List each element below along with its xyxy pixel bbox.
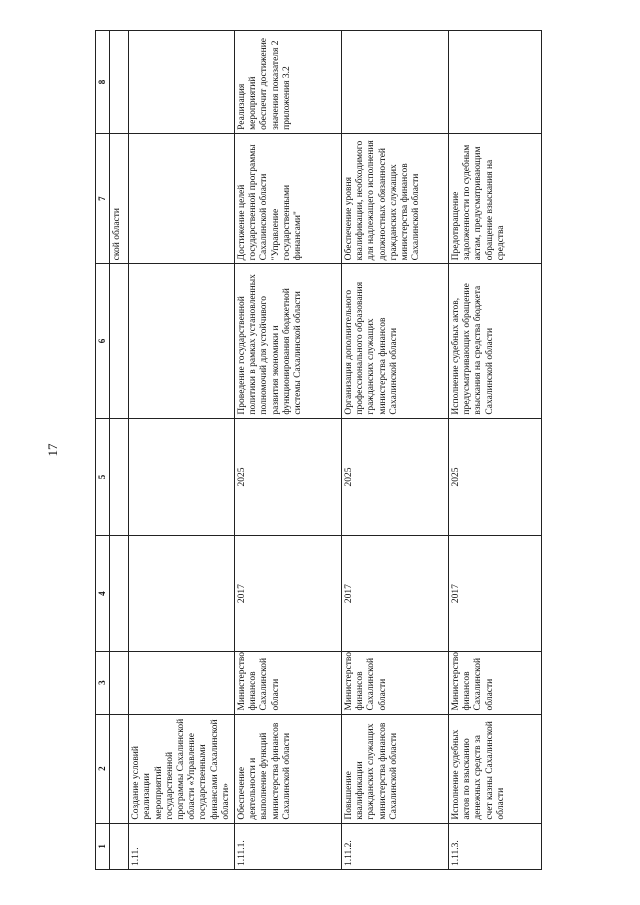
row-result: Организация дополнительного профессионального образования гражданских служащих министерства финансов Сахалинской области xyxy=(342,264,449,418)
row-consequence: Достижение целей государственной программы Сахалинской области "Управление государственными финансами" xyxy=(235,133,342,263)
header-cell: 1 xyxy=(96,823,110,869)
row-start-year xyxy=(129,536,235,651)
row-start-year: 2017 xyxy=(449,536,542,651)
row-start-year: 2017 xyxy=(235,536,342,651)
header-cell: 4 xyxy=(96,536,110,651)
row-number: 1.11.3. xyxy=(449,823,542,869)
header-cell: 3 xyxy=(96,651,110,714)
row-end-year: 2025 xyxy=(449,418,542,536)
row-consequence xyxy=(129,133,235,263)
rotated-page xyxy=(45,30,605,870)
program-table xyxy=(95,30,542,870)
table-row xyxy=(342,31,449,870)
carry-over-row xyxy=(110,31,129,870)
row-name: Обеспечение деятельности и выполнение функций министерства финансов Сахалинской области xyxy=(235,714,342,823)
row-link xyxy=(342,31,449,134)
row-name: Повышение квалификации гражданских служащих министерства финансов Сахалинской области xyxy=(342,714,449,823)
row-name: Исполнение судебных актов по взысканию денежных средств за счет казны Сахалинской области xyxy=(449,714,542,823)
table-row xyxy=(449,31,542,870)
row-start-year: 2017 xyxy=(342,536,449,651)
row-consequence: Предотвращение задолженности по судебным актам, предусматривающим обращение взыскания на средства xyxy=(449,133,542,263)
row-result: Проведение государственной политики в рамках установленных полномочий для устойчивого развития экономики и функционирования бюджетной системы Сахалинской области xyxy=(235,264,342,418)
row-link: Реализация мероприятий обеспечит достижение значения показателя 2 приложения 3.2 xyxy=(235,31,342,134)
row-executor: Министерство финансов Сахалинской области xyxy=(235,651,342,714)
row-result xyxy=(129,264,235,418)
header-cell: 2 xyxy=(96,714,110,823)
row-executor: Министерство финансов Сахалинской области xyxy=(342,651,449,714)
page-number: 17 xyxy=(45,443,60,457)
row-end-year xyxy=(129,418,235,536)
header-cell: 8 xyxy=(96,31,110,134)
table-cell xyxy=(110,31,129,134)
header-cell: 5 xyxy=(96,418,110,536)
row-result: Исполнение судебных актов, предусматривающих обращение взыскания на средства бюджета Сахалинской области xyxy=(449,264,542,418)
table-cell xyxy=(110,823,129,869)
table-cell xyxy=(110,651,129,714)
header-row xyxy=(96,31,110,870)
table-cell xyxy=(110,714,129,823)
row-executor: Министерство финансов Сахалинской области xyxy=(449,651,542,714)
header-cell: 7 xyxy=(96,133,110,263)
table-cell xyxy=(110,536,129,651)
row-number: 1.11. xyxy=(129,823,235,869)
row-number: 1.11.1. xyxy=(235,823,342,869)
row-end-year: 2025 xyxy=(235,418,342,536)
row-number: 1.11.2. xyxy=(342,823,449,869)
row-end-year: 2025 xyxy=(342,418,449,536)
row-consequence: Обеспечение уровня квалификации, необходимого для надлежащего исполнения должностных обязанностей гражданских служащих министерства финансов Сахалинской области xyxy=(342,133,449,263)
row-link xyxy=(449,31,542,134)
table-row xyxy=(129,31,235,870)
row-name: Создание условий реализации мероприятий государственной программы Сахалинской области «Управление государственными финансами Сахалинской области» xyxy=(129,714,235,823)
table-cell xyxy=(110,418,129,536)
row-executor xyxy=(129,651,235,714)
table-row xyxy=(235,31,342,870)
table-cell xyxy=(110,264,129,418)
header-cell: 6 xyxy=(96,264,110,418)
row-link xyxy=(129,31,235,134)
carry-over-text: ской области xyxy=(110,133,129,263)
